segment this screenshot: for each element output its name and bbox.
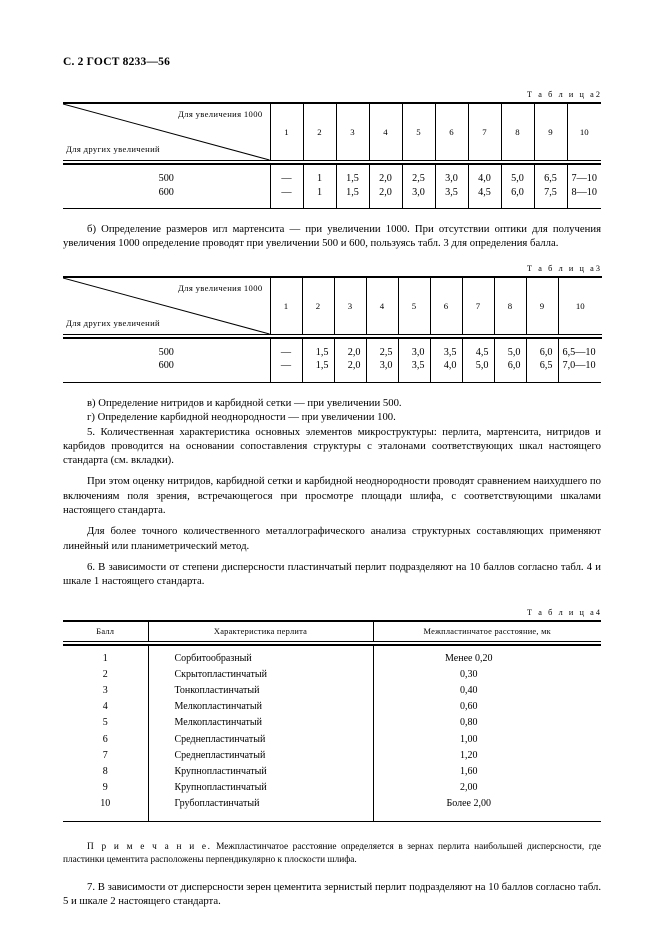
table-row (63, 764, 601, 780)
table2-row1-v7: 4,5 (468, 186, 501, 200)
table3-row0-v3: 2,0 (334, 338, 366, 360)
table2-row0-v8: 5,0 (501, 164, 534, 186)
table3-bottom-pad (63, 373, 602, 382)
table2-header-top-label: Для увеличения 1000 (177, 109, 263, 119)
table3-caption-label: Т а б л и ц а (527, 263, 596, 273)
table2-row0-label: 500 (63, 164, 270, 186)
table2-col-3: 3 (336, 103, 369, 161)
table2-row0-v7: 4,0 (468, 164, 501, 186)
table4-row9-ball: 10 (63, 796, 148, 820)
table2-row1-v10: 8—10 (571, 186, 597, 198)
table4-row6-distance: 1,20 (460, 749, 478, 761)
table2-row0-v6: 3,0 (435, 164, 468, 186)
table2-col-10: 10 (579, 127, 589, 137)
table3-caption (63, 264, 601, 273)
table-row (63, 732, 601, 748)
table3-row0-v4: 2,5 (366, 338, 398, 360)
table4-row5-ball: 6 (63, 732, 148, 748)
table2-col-7: 7 (468, 103, 501, 161)
table4-col-distance: Межпластинчатое расстояние, мк (423, 626, 551, 636)
table4-row1-ball: 2 (63, 667, 148, 683)
table2-col-8: 8 (501, 103, 534, 161)
table2-caption-label: Т а б л и ц а (527, 90, 596, 99)
table4-caption-label: Т а б л и ц а (527, 607, 596, 617)
table3-col-8: 8 (494, 277, 526, 335)
table3-row0-v1: — (270, 338, 302, 360)
note-text: Межпластинчатое расстояние определяется в зернах перлита наибольшей дисперсности, где пластинки цементита расположены перпендикулярно к плоскости шлифа. (63, 841, 602, 865)
table3-row1-v8: 6,0 (494, 359, 526, 373)
table2-col-4: 4 (369, 103, 402, 161)
table3-row0-label: 500 (63, 338, 270, 360)
table-3 (63, 276, 602, 382)
table3-row1-v6: 4,0 (430, 359, 462, 373)
table3-header-top-label: Для увеличения 1000 (177, 282, 263, 293)
table3-col-10: 10 (575, 300, 585, 311)
table3-row1-v1: — (270, 359, 302, 373)
table-row (63, 683, 601, 699)
table2-row1-v2: 1 (303, 186, 336, 200)
table4-row2-characteristic: Тонкопластинчатый (148, 683, 373, 699)
table2-row1-v6: 3,5 (435, 186, 468, 200)
paragraph-v: в) Определение нитридов и карбидной сетки — при увеличении 500. (87, 396, 402, 409)
table-row (63, 186, 601, 200)
table3-row0-v7: 4,5 (462, 338, 494, 360)
table3-col-1: 1 (270, 277, 302, 335)
table4-row5-characteristic: Среднепластинчатый (148, 732, 373, 748)
running-head: С. 2 ГОСТ 8233—56 (63, 56, 171, 68)
table-row (63, 645, 601, 667)
table-row (63, 359, 602, 373)
table2-row0-v2: 1 (303, 164, 336, 186)
table3-row1-v10: 7,0—10 (562, 360, 596, 372)
table4-note (63, 841, 601, 867)
table3-row0-v6: 3,5 (430, 338, 462, 360)
table4-row3-ball: 4 (63, 699, 148, 715)
table3-row1-v2: 1,5 (302, 359, 334, 373)
table4-row9-distance: Более 2,00 (446, 798, 491, 810)
table4-row3-distance: 0,60 (460, 701, 478, 713)
table3-col-7: 7 (462, 277, 494, 335)
table2-diagonal-header-cell (63, 103, 270, 161)
table3-row1-v4: 3,0 (366, 359, 398, 373)
table2-row0-v9: 6,5 (534, 164, 567, 186)
table3-row0-v8: 5,0 (494, 338, 526, 360)
table2-row0-v1: — (270, 164, 303, 186)
table4-row7-characteristic: Крупнопластинчатый (148, 764, 373, 780)
table2-col-5: 5 (402, 103, 435, 161)
table2-row0-v5: 2,5 (402, 164, 435, 186)
table3-row0-v5: 3,0 (398, 338, 430, 360)
paragraph-6: 6. В зависимости от степени дисперсности пластинчатый перлит подразделяют на 10 баллов согласно табл. 4 и шкале 1 настоящего стандарта. (63, 560, 601, 588)
table3-row1-v7: 5,0 (462, 359, 494, 373)
table4-row6-characteristic: Среднепластинчатый (148, 748, 373, 764)
table4-row5-distance: 1,00 (460, 733, 478, 745)
table3-col-6: 6 (430, 277, 462, 335)
table4-row8-characteristic: Крупнопластинчатый (148, 780, 373, 796)
table-row (63, 338, 602, 360)
table-row (63, 164, 601, 186)
table2-row1-v5: 3,0 (402, 186, 435, 200)
table2-header-bottom-label: Для других увеличений (66, 144, 160, 154)
table3-row1-v3: 2,0 (334, 359, 366, 373)
paragraph-g: г) Определение карбидной неоднородности — при увеличении 100. (87, 411, 396, 424)
table4-row4-characteristic: Мелкопластинчатый (148, 715, 373, 731)
paragraph-7: 7. В зависимости от дисперсности зерен цементита зернистый перлит подразделяют на 10 баллов согласно табл. 5 и шкале 2 настоящего стандарта. (63, 880, 601, 907)
table2-col-1: 1 (270, 103, 303, 161)
table4-row0-ball: 1 (63, 645, 148, 667)
table3-col-2: 2 (302, 277, 334, 335)
table2-caption-number: 2 (595, 90, 600, 99)
table-2 (63, 102, 601, 208)
table2-row0-v10: 7—10 (571, 173, 597, 184)
paragraph-5: 5. Количественная характеристика основных элементов микроструктуры: перлита, мартенсита, нитридов и карбидов проводится на основании сопоставления структуры с эталонами соответствующих шкал настоящего стандарта (см. вкладки). (63, 425, 601, 467)
table-row (63, 715, 601, 731)
table2-row1-v1: — (270, 186, 303, 200)
table-row (63, 796, 601, 820)
table2-row1-v3: 1,5 (336, 186, 369, 200)
table4-row0-characteristic: Сорбитообразный (148, 645, 373, 667)
table4-row7-ball: 8 (63, 764, 148, 780)
table2-col-2: 2 (303, 103, 336, 161)
table2-col-9: 9 (534, 103, 567, 161)
table2-bottom-pad (63, 199, 601, 208)
table2-row0-v3: 1,5 (336, 164, 369, 186)
table4-row9-characteristic: Грубопластинчатый (148, 796, 373, 820)
table3-caption-number: 3 (595, 263, 600, 273)
table4-row3-characteristic: Мелкопластинчатый (148, 699, 373, 715)
table4-col-ball: Балл (63, 621, 148, 642)
table2-caption (63, 90, 601, 99)
table4-row2-ball: 3 (63, 683, 148, 699)
table4-row8-ball: 9 (63, 780, 148, 796)
table3-diagonal-header-cell (63, 277, 270, 335)
table4-row4-distance: 0,80 (460, 717, 478, 729)
table4-row1-distance: 0,30 (460, 668, 478, 680)
table2-col-6: 6 (435, 103, 468, 161)
table3-row0-v9: 6,0 (526, 338, 558, 360)
table4-row4-ball: 5 (63, 715, 148, 731)
table-row (63, 780, 601, 796)
table4-caption-number: 4 (595, 607, 600, 617)
table4-row2-distance: 0,40 (460, 684, 478, 696)
table3-header-bottom-label: Для других увеличений (66, 317, 160, 328)
table3-row0-v10: 6,5—10 (562, 346, 596, 358)
table3-row1-v5: 3,5 (398, 359, 430, 373)
table3-row0-v2: 1,5 (302, 338, 334, 360)
note-label: П р и м е ч а н и е. (87, 841, 212, 852)
table-row (63, 748, 601, 764)
table3-row1-label: 600 (63, 359, 270, 373)
paragraph-5c: Для более точного количественного металлографического анализа структурных составляющих применяют линейный или планиметрический метод. (63, 525, 601, 552)
table4-caption (63, 608, 601, 617)
table3-col-4: 4 (366, 277, 398, 335)
table3-col-3: 3 (334, 277, 366, 335)
paragraph-b: б) Определение размеров игл мартенсита — при увеличении 1000. При отсутствии оптики для получения увеличения 1000 определение проводят при увеличении 500 и 600, пользуясь табл. 3 для определения балла. (63, 223, 601, 250)
table2-row0-v4: 2,0 (369, 164, 402, 186)
table4-row8-distance: 2,00 (460, 782, 478, 794)
table2-row1-v8: 6,0 (501, 186, 534, 200)
table3-col-9: 9 (526, 277, 558, 335)
table2-row1-v4: 2,0 (369, 186, 402, 200)
table4-row6-ball: 7 (63, 748, 148, 764)
table-4 (63, 620, 601, 821)
table-row (63, 667, 601, 683)
table4-row0-distance: Менее 0,20 (445, 652, 493, 664)
table4-col-characteristic: Характеристика перлита (148, 621, 373, 642)
table3-row1-v9: 6,5 (526, 359, 558, 373)
table-row (63, 699, 601, 715)
table4-row1-characteristic: Скрытопластинчатый (148, 667, 373, 683)
table3-col-5: 5 (398, 277, 430, 335)
paragraph-5b: При этом оценку нитридов, карбидной сетки и карбидной неоднородности проводят сравнением наихудшего по включениям поля зрения, встречающегося при просмотре площади шлифа, с соответствующими шкалами настоящего стандарта. (63, 475, 601, 517)
table2-row1-v9: 7,5 (534, 186, 567, 200)
table4-row7-distance: 1,60 (460, 765, 478, 777)
table2-row1-label: 600 (63, 186, 270, 200)
